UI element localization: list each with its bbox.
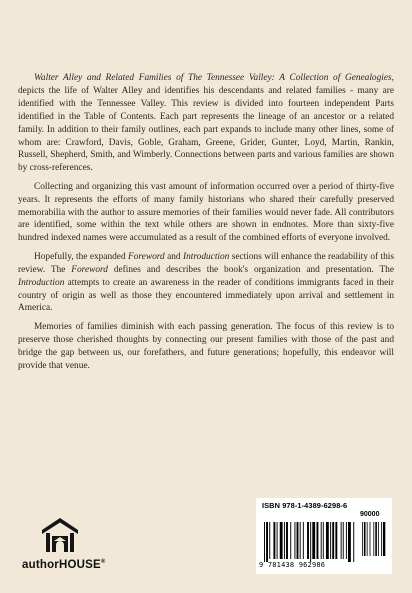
barcode-bar <box>297 522 299 559</box>
paragraph-3: Hopefully, the expanded Foreword and Introduction sections will enhance the readability of this review. The Foreword defines and describes the book's organization and presentation. The Introduction attempts to create an awareness in the reader of conditions immigrants faced in their country of origin as well as those they encountered immediately upon arrival and settlement in America. <box>18 251 394 314</box>
barcode-addon-bar <box>383 522 385 556</box>
barcode-addon-bar <box>381 522 382 556</box>
ean-number: 9 781438 962986 <box>259 561 326 569</box>
book-title: Walter Alley and Related Families of The Tennessee Valley: A Collection of Genealogies <box>34 73 392 83</box>
back-cover-description <box>18 72 394 378</box>
isbn-barcode <box>256 498 392 574</box>
barcode-bar <box>321 522 322 559</box>
barcode-bar <box>348 522 351 562</box>
barcode-bar <box>346 522 347 559</box>
barcode-addon-bar <box>373 522 374 556</box>
barcode-bar <box>294 522 295 559</box>
paragraph-2: Collecting and organizing this vast amount of information occurred over a period of thirty-five years. It represents the efforts of many family historians who shared their carefully preserved memorabilia with the author to assure memories of their families would never fade. All contributors are identified, some within the text while others are shown in endnotes. More than sixty-five hundred indexed names were accumulated as a result of the combined efforts of everyone involved. <box>18 181 394 244</box>
barcode-bar <box>303 522 304 559</box>
barcode-bars <box>262 512 386 562</box>
paragraph-4: Memories of families diminish with each passing generation. The focus of this review is to preserve those cherished thoughts by connecting our present families with those of the past and bridge the gap between us, our forefathers, and future generations; hopefully, this endeavor will provide that venue. <box>18 321 394 371</box>
barcode-bar <box>266 522 268 562</box>
barcode-addon-bar <box>367 522 368 556</box>
barcode-bar <box>317 522 319 559</box>
barcode-bar <box>341 522 342 559</box>
barcode-bar <box>280 522 283 559</box>
barcode-bar <box>332 522 334 559</box>
barcode-bar <box>286 522 288 559</box>
isbn-number: ISBN 978-1-4389-6298-6 <box>262 501 348 510</box>
barcode-bar <box>284 522 285 559</box>
barcode-bar <box>310 522 311 562</box>
barcode-addon-bar <box>378 522 379 556</box>
barcode-bar <box>335 522 337 559</box>
barcode-bar <box>330 522 331 559</box>
barcode-addon-bar <box>362 522 363 556</box>
barcode-bar <box>353 522 354 562</box>
barcode-bar <box>307 522 309 559</box>
barcode-addon-bar <box>370 522 371 556</box>
author-house-logo-icon <box>40 515 80 555</box>
barcode-bar <box>343 522 344 559</box>
barcode-bar <box>312 522 315 559</box>
price-code: 90000 <box>360 511 380 518</box>
publisher-logo <box>22 515 112 575</box>
barcode-bar <box>290 522 291 559</box>
barcode-bar <box>269 522 270 559</box>
barcode-bar <box>273 522 275 559</box>
publisher-name: authorHOUSE® <box>22 559 106 571</box>
barcode-bar <box>264 522 265 562</box>
paragraph-1: Walter Alley and Related Families of The Tennessee Valley: A Collection of Genealogies, depicts the life of Walter Alley and identifies his descendants and related families - many are identified with the Tennessee Valley. This review is divided into fourteen independent Parts identified in the Table of Contents. Each part represents the lineage of an ancestor or a related family. In addition to their family outlines, each part expands to include many other lines, some of whom are: Crawford, Davis, Goble, Graham, Greene, Grider, Gunter, Loyd, Martin, Rankin, Russell, Shepherd, Smith, and Wimberly. Connections between parts and various families are shown by cross-references. <box>18 73 394 174</box>
barcode-bar <box>300 522 301 559</box>
barcode-addon-bar <box>364 522 366 556</box>
barcode-addon-bar <box>375 522 377 556</box>
barcode-bar <box>323 522 324 559</box>
barcode-bar <box>277 522 278 559</box>
barcode-bar <box>326 522 329 559</box>
